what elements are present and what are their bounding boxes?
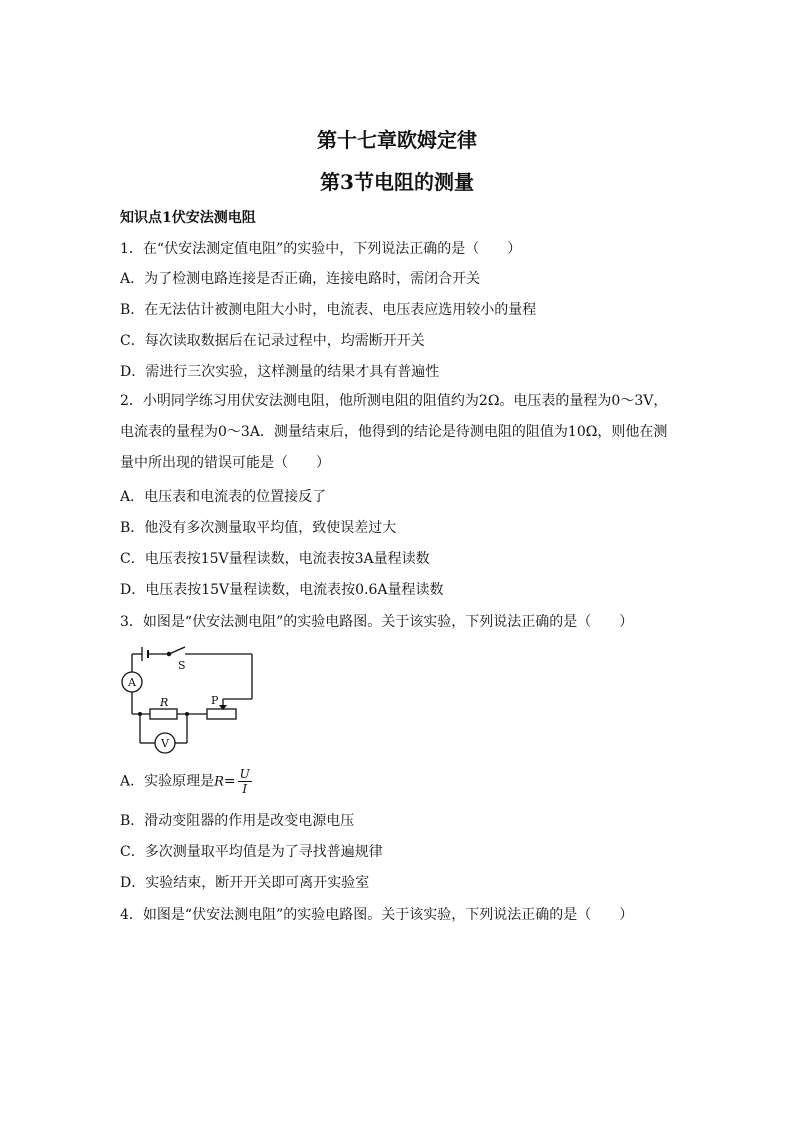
junction-dot-left — [138, 712, 142, 716]
question-1-option-a: A．为了检测电路连接是否正确，连接电路时，需闭合开关 — [120, 271, 481, 287]
knowledge-point-heading: 知识点1伏安法测电阻 — [120, 210, 256, 226]
option-a-prefix: A．实验原理是 — [120, 773, 215, 790]
rheostat-label: P — [211, 694, 219, 707]
question-2-option-c: C．电压表按15V量程读数，电流表按3A量程读数 — [120, 551, 430, 567]
formula-denominator: I — [242, 782, 248, 796]
question-1-option-d: D．需进行三次实验，这样测量的结果才具有普遍性 — [120, 364, 440, 380]
question-2-option-a: A．电压表和电流表的位置接反了 — [120, 489, 327, 505]
question-3-option-a — [120, 767, 252, 796]
question-1-option-c: C．每次读取数据后在记录过程中，均需断开开关 — [120, 333, 425, 349]
voltmeter-label: V — [161, 737, 169, 750]
question-2-option-b: B．他没有多次测量取平均值，致使误差过大 — [120, 520, 397, 536]
chapter-title: 第十七章欧姆定律 — [317, 128, 477, 152]
switch-label: S — [178, 659, 186, 672]
question-3-option-d: D．实验结束，断开开关即可离开实验室 — [120, 875, 370, 891]
ammeter-label: A — [128, 676, 136, 689]
resistor-label: R — [160, 696, 169, 709]
question-3-option-c: C．多次测量取平均值是为了寻找普遍规律 — [120, 844, 383, 860]
question-3-option-b: B．滑动变阻器的作用是改变电源电压 — [120, 813, 355, 829]
circuit-diagram — [115, 644, 265, 754]
formula-lhs: R — [214, 774, 224, 790]
switch-blade — [169, 647, 185, 654]
rheostat-box — [207, 709, 236, 719]
question-3-stem: 3．如图是“伏安法测电阻”的实验电路图。关于该实验，下列说法正确的是（ ） — [120, 614, 634, 630]
question-4-stem: 4．如图是“伏安法测电阻”的实验电路图。关于该实验，下列说法正确的是（ ） — [120, 907, 634, 923]
junction-dot-right — [185, 712, 189, 716]
question-1-option-b: B．在无法估计被测电阻大小时，电流表、电压表应选用较小的量程 — [120, 302, 537, 318]
question-1-stem: 1．在“伏安法测定值电阻”的实验中，下列说法正确的是（ ） — [120, 241, 522, 257]
section-title: 第3节电阻的测量 — [320, 170, 474, 194]
formula-numerator: U — [239, 767, 250, 781]
formula-equals: = — [223, 773, 236, 790]
resistor-box — [150, 709, 177, 719]
formula-fraction — [238, 767, 252, 796]
question-2-option-d: D．电压表按15V量程读数，电流表按0.6A量程读数 — [120, 582, 444, 598]
question-2-stem: 2．小明同学练习用伏安法测电阻，他所测电阻的阻值约为2Ω。电压表的量程为0～3V，电流表的量程为0～3A．测量结束后，他得到的结论是待测电阻的阻值为10Ω，则他在测量中所出现的错误可能是（ ） — [120, 393, 668, 471]
